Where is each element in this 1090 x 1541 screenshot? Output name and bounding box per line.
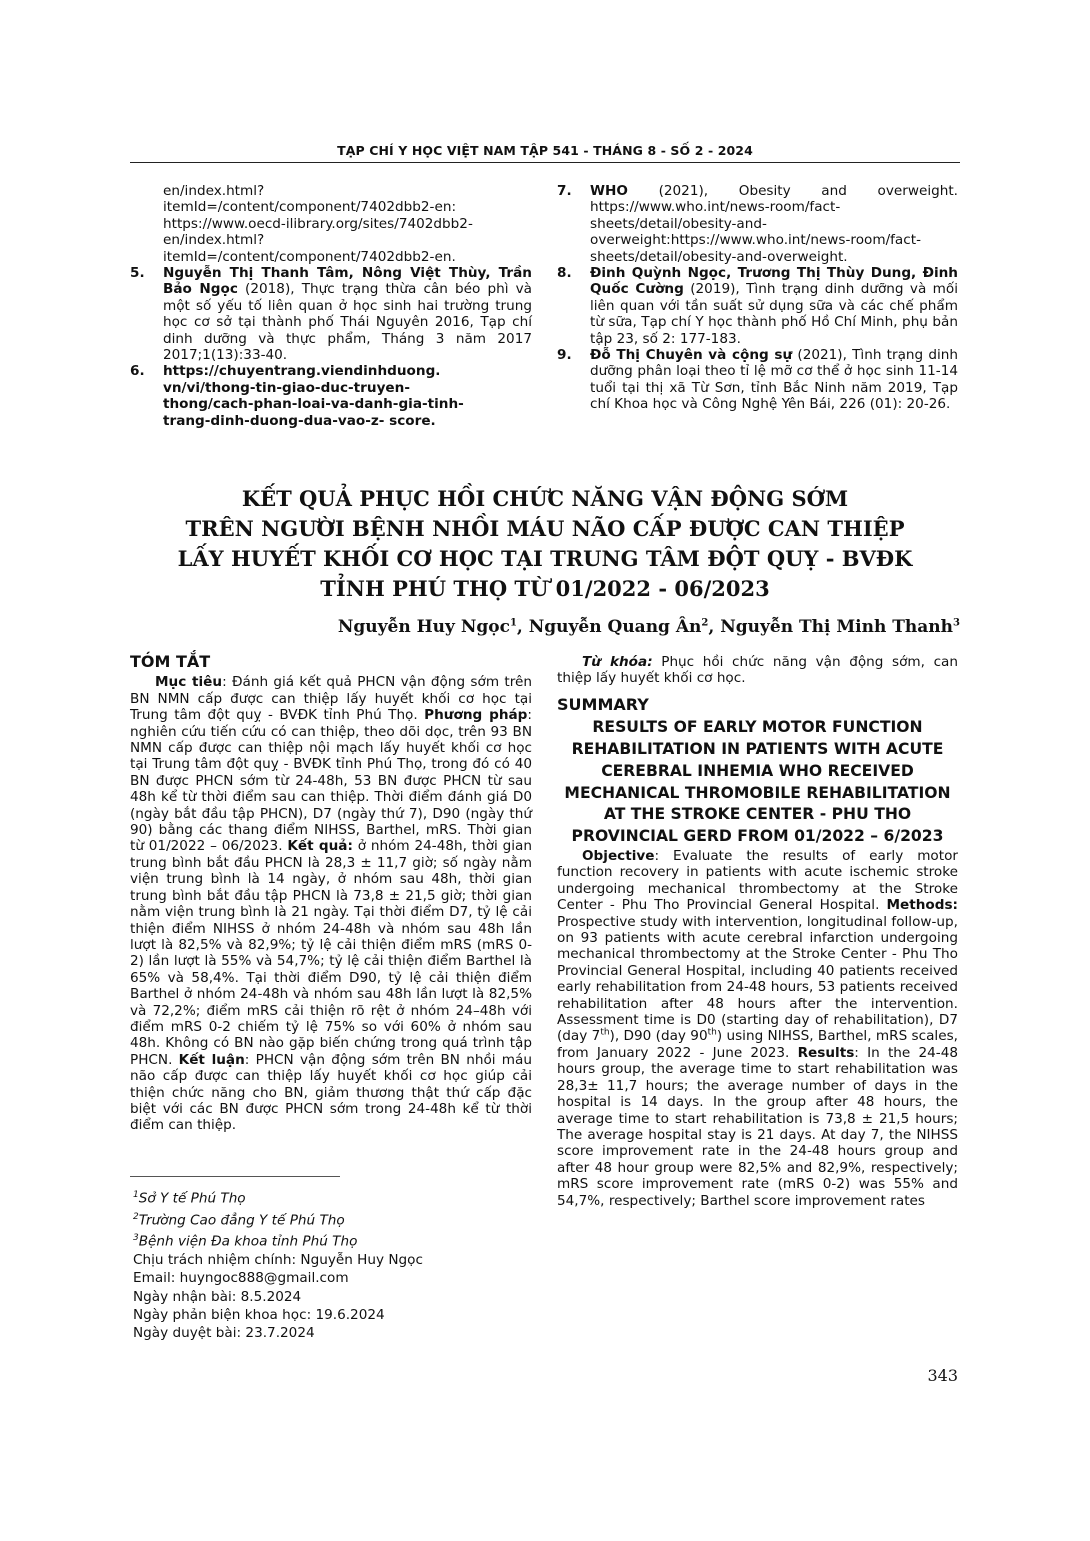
conclusion-text: : PHCN vận động sớm trên BN nhồi máu não cấp được can thiệp lấy huyết khối cơ học giúp cải thiện chức năng cho BN, giảm thương thật thứ cấp đặc biệt với các BN được PHCN sớm trong 24-48h kể từ thời điểm can thiệp. <box>130 1051 532 1134</box>
corresponding-author: Chịu trách nhiệm chính: Nguyễn Huy Ngọc <box>133 1252 423 1269</box>
ref-authors: Nguyễn Thị Thanh Tâm, Nông Việt Thùy, Trần Bảo Ngọc <box>163 265 532 298</box>
methods-text: : nghiên cứu tiến cứu có can thiệp, theo dõi dọc, trên 93 BN NMN cấp được can thiệp nội mạch lấy huyết khối cơ học tại Trung tâm đột quỵ - BVĐK tỉnh Phú Thọ, trong đó có 40 BN được PHCN sớm từ 24-48h, 53 BN được PHCN từ sau 48h kể từ thời điểm sau can thiệp. Thời điểm đánh giá D0 (ngày bắt đầu tập PHCN), D7 (ngày thứ 7), D90 (ngày thứ 90) bằng các thang điểm NIHSS, Barthel, mRS. Thời gian từ 01/2022 – 06/2023. <box>130 707 532 855</box>
ref-5 <box>130 265 532 363</box>
ref-authors: Đỗ Thị Chuyên và cộng sự <box>590 347 793 364</box>
results-label: Results <box>797 1044 855 1061</box>
ref-9 <box>557 347 958 413</box>
date-received: Ngày nhận bài: 8.5.2024 <box>133 1288 302 1305</box>
author-name: Nguyễn Thị Minh Thanh <box>720 617 954 637</box>
results-text: ở nhóm 24-48h, thời gian trung bình bắt đầu PHCN là 28,3 ± 11,7 giờ; số ngày nằm viện trung bình là 14 ngày, ở nhóm sau 48h, thời gian trung bình bắt đầu tập PHCN là 73,8 ± 21,5 giờ; thời gian nằm viện trung bình là 21 ngày. Tại thời điểm D7, tỷ lệ cải thiện điểm NIHSS ở nhóm 24-48h và nhóm sau 48h lần lượt là 82,5% và 82,9%; tỷ lệ cải thiện điểm mRS (mRS 0-2) lần lượt là 55% và 54,7%; tỷ lệ cải thiện điểm Barthel là 65% và 58,4%. Tại thời điểm D90, tỷ lệ cải thiện điểm Barthel ở nhóm 24-48h và nhóm sau 48h lần lượt là 82,5% và 72,2%; điểm mRS cải thiện rõ rệt ở nhóm 24–48h với điểm mRS 0-2 chiếm tỷ lệ 75% so với 60% ở nhóm sau 48h. Không có BN nào gặp biến chứng trong quá trình tập PHCN. <box>130 838 533 1068</box>
en-title-line: REHABILITATION IN PATIENTS WITH ACUTE <box>571 740 944 759</box>
abstract-heading: TÓM TẮT <box>130 652 211 671</box>
ordinal-suffix: th <box>707 1027 717 1038</box>
methods-label: Phương pháp <box>424 707 528 724</box>
results-text: : In the 24-48 hours group, the average time to start rehabilitation was 28,3± 11,7 hours; the average number of days in the hospital is 14 days. In the group after 48 hours, the average time to start rehabilitation is 73,8 ± 21,5 hours; The average hospital stay is 21 days. At day 7, the NIHSS score improvement rate in the 24-48 hours group and after 48 hour group were 82,5% and 82,9%, respectively; mRS score improvement rate (mRS 0-2) was 55% and 54,7%, respectively; Barthel score improvement rates <box>557 1044 958 1209</box>
en-title-line: MECHANICAL THROMOBILE REHABILITATION <box>564 783 951 802</box>
results-label: Kết quả: <box>287 838 353 855</box>
en-title-line: RESULTS OF EARLY MOTOR FUNCTION <box>592 718 923 737</box>
affiliation-mark: 1 <box>509 617 517 629</box>
ref-link-line[interactable]: trang-dinh-duong-dua-vao-z- score. <box>163 412 436 429</box>
conclusion-label: Kết luận <box>178 1051 245 1068</box>
affiliation-mark: 3 <box>953 617 960 629</box>
ref-number: 8. <box>557 265 572 282</box>
author-list <box>338 617 960 637</box>
affiliation-3: $^3$Bệnh viện Đa khoa tỉnh Phú Thọ <box>133 1233 358 1250</box>
title-line: TỈNH PHÚ THỌ TỪ 01/2022 - 06/2023 <box>320 576 770 601</box>
ref-text: (2019), Tình trạng dinh dưỡng và mối liên quan với tần suất sử dụng sữa và các chế phẩm từ sữa, Tạp chí Y học thành phố Hồ Chí Minh, phụ bản tập 23, số 2: 177-183. <box>590 281 958 347</box>
author-name: Nguyễn Quang Ân <box>528 617 702 637</box>
ref-8 <box>557 265 958 347</box>
objective-text: : Đánh giá kết quả PHCN vận động sớm trên BN NMN cấp được can thiệp lấy huyết khối cơ học tại Trung tâm đột quỵ - BVĐK tỉnh Phú Thọ. <box>130 674 532 724</box>
title-line: LẤY HUYẾT KHỐI CƠ HỌC TẠI TRUNG TÂM ĐỘT QUỴ - BVĐK <box>177 546 913 571</box>
keywords-text: Phục hồi chức năng vận động sớm, can thiệp lấy huyết khối cơ học. <box>557 654 958 687</box>
ref-text: (2021), Obesity and overweight. https://www.who.int/news-room/fact-sheets/detail/obesity-and-overweight:https://www.who.int/news-room/fact-sheets/detail/obesity-and-overweight. <box>590 183 958 265</box>
ref-number: 7. <box>557 183 572 199</box>
footnotes <box>133 1186 423 1342</box>
affiliation-1: $^1$Sở Y tế Phú Thọ <box>133 1190 246 1207</box>
author-separator: , <box>708 617 721 637</box>
author-email[interactable]: Email: huyngoc888@gmail.com <box>133 1270 349 1287</box>
en-title-line: AT THE STROKE CENTER - PHU THO <box>603 805 912 824</box>
english-title <box>557 717 958 848</box>
footnote-divider <box>130 1176 340 1177</box>
objective-text: : Evaluate the results of early motor function recovery in patients with acute ischemic stroke undergoing mechanical thrombectomy at the Stroke Center - Phu Tho Provincial General Hospital. <box>557 848 958 914</box>
ref-7 <box>557 183 958 265</box>
ref-link-line[interactable]: https://chuyentrang.viendinhduong. <box>163 363 441 380</box>
page-number: 343 <box>927 1366 958 1385</box>
ref-6 <box>130 363 532 429</box>
ref-authors: WHO <box>590 183 628 199</box>
references-right <box>557 183 958 413</box>
keywords <box>557 654 958 687</box>
summary-body <box>557 848 958 1209</box>
en-title-line: CEREBRAL INHEMIA WHO RECEIVED <box>601 761 914 780</box>
ref-text: (2021), Tình trạng dinh dưỡng phân loại theo tỉ lệ mỡ cơ thể ở học sinh 11-14 tuổi tại thị xã Từ Sơn, tỉnh Bắc Ninh năm 2019, Tạp chí Khoa học và Công Nghệ Yên Bái, 226 (01): 20-26. <box>590 347 958 413</box>
ref-authors: Đinh Quỳnh Ngọc, Trương Thị Thùy Dung, Đinh Quốc Cường <box>590 265 958 298</box>
affiliation-2: $^2$Trường Cao đẳng Y tế Phú Thọ <box>133 1211 345 1229</box>
abstract-body <box>130 674 532 1133</box>
ref-link-line[interactable]: thong/cach-phan-loai-va-danh-gia-tinh- <box>163 396 464 413</box>
ref-number: 5. <box>130 265 145 282</box>
methods-label: Methods: <box>886 897 958 914</box>
title-line: KẾT QUẢ PHỤC HỒI CHỨC NĂNG VẬN ĐỘNG SỚM <box>241 486 849 511</box>
header-divider <box>130 162 960 163</box>
abstract-vi <box>130 654 532 1134</box>
objective-label: Mục tiêu <box>155 674 223 691</box>
methods-text: ) using NIHSS, Barthel, mRS scales, from January 2022 - June 2023. <box>557 1028 958 1061</box>
article-title <box>130 484 960 604</box>
en-title-line: PROVINCIAL GERD FROM 01/2022 – 6/2023 <box>571 827 944 846</box>
title-line: TRÊN NGƯỜI BỆNH NHỒI MÁU NÃO CẤP ĐƯỢC CAN THIỆP <box>185 516 905 541</box>
ref-number: 6. <box>130 363 145 380</box>
ref-link-line[interactable]: vn/vi/thong-tin-giao-duc-truyen- <box>163 379 410 396</box>
references-left <box>130 183 532 429</box>
ref4-continuation: en/index.html?itemId=/content/component/7402dbb2-en: https://www.oecd-ilibrary.org/sites/7402dbb2- en/index.html?itemId=/content/component/7402dbb2-en. <box>163 183 473 265</box>
date-reviewed: Ngày phản biện khoa học: 19.6.2024 <box>133 1306 385 1323</box>
methods-text: ), D90 (day 90 <box>609 1028 708 1045</box>
abstract-right-column <box>557 654 958 1209</box>
ordinal-suffix: th <box>600 1027 610 1038</box>
keywords-label: Từ khóa: <box>582 654 653 670</box>
author-name: Nguyễn Huy Ngọc <box>337 617 510 637</box>
date-accepted: Ngày duyệt bài: 23.7.2024 <box>133 1325 315 1342</box>
summary-heading: SUMMARY <box>557 694 649 714</box>
journal-header: TẠP CHÍ Y HỌC VIỆT NAM TẬP 541 - THÁNG 8 - SỐ 2 - 2024 <box>337 143 753 158</box>
affiliation-mark: 2 <box>701 617 709 629</box>
methods-text: Prospective study with intervention, longitudinal follow-up, on 93 patients with acute cerebral infarction undergoing mechanical thrombectomy at the Stroke Center - Phu Tho Provincial General Hospital, including 40 patients received early rehabilitation from 24-48 hours, 53 patients received rehabilitation after 48 hours after the intervention. Assessment time is D0 (starting day of rehabilitation), D7 (day 7 <box>557 913 958 1045</box>
ref-text: (2018), Thực trạng thừa cân béo phì và một số yếu tố liên quan ở học sinh hai trường trung học cơ sở tại thành phố Thái Nguyên 2016, Tạp chí dinh dưỡng và thực phẩm, Tháng 3 năm 2017 2017;1(13):33-40. <box>163 281 532 364</box>
objective-label: Objective <box>582 848 655 864</box>
ref-number: 9. <box>557 347 572 364</box>
author-separator: , <box>516 617 529 637</box>
